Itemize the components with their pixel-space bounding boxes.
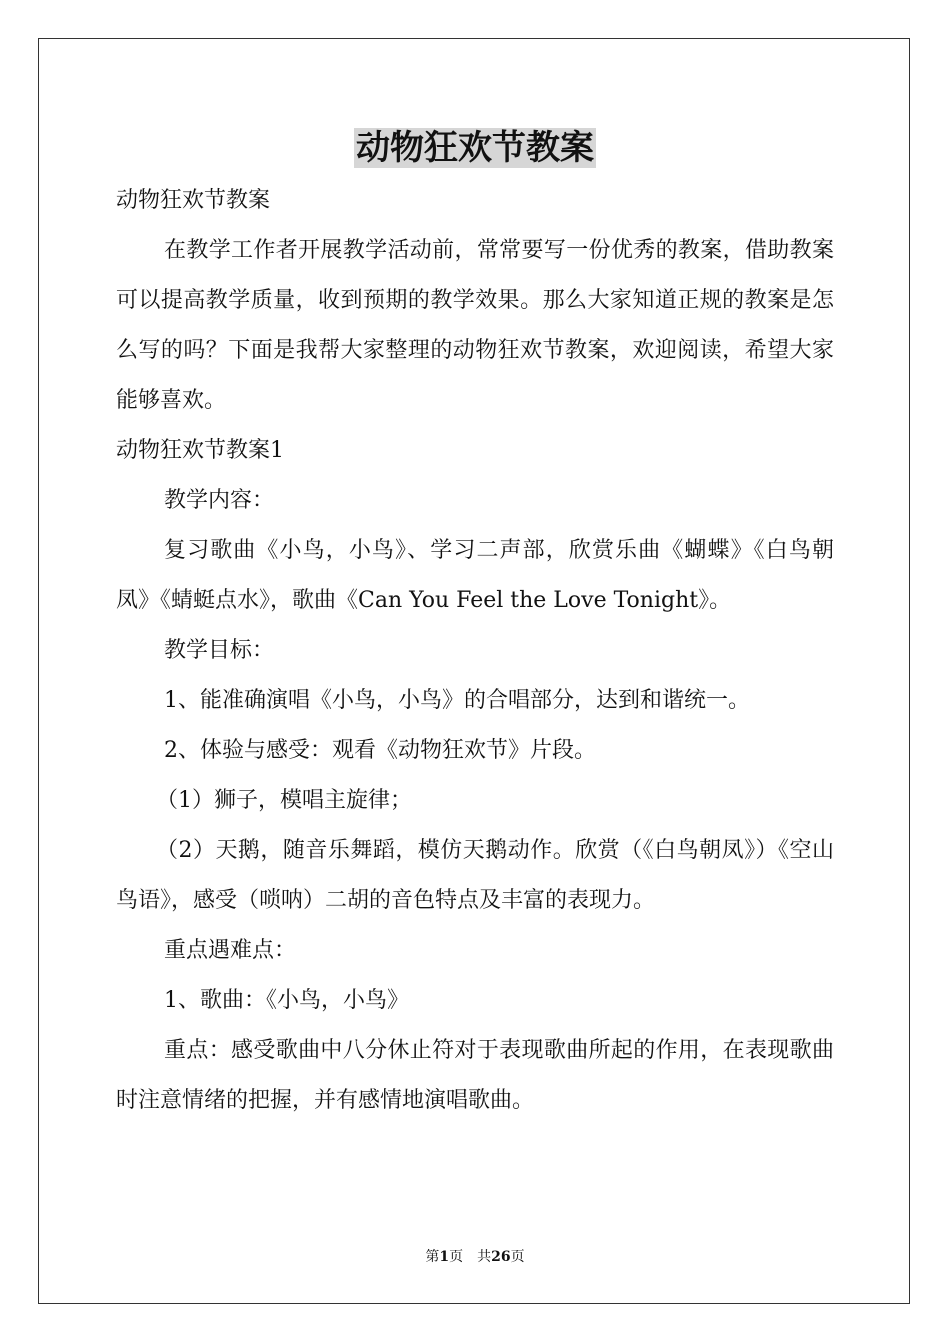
goal-item-2a: （1）狮子，模唱主旋律； (156, 788, 412, 813)
footer-suffix: 页 (510, 1249, 525, 1265)
document-body (116, 176, 834, 1126)
goal-item-2b: （2）天鹅，随音乐舞蹈，模仿天鹅动作。欣赏（《白鸟朝凤》）《空山鸟语》，感受（唢呐）二胡的音色特点及丰富的表现力。 (116, 838, 834, 913)
section-heading: 动物狂欢节教案1 (116, 438, 284, 463)
footer-prefix: 第 (425, 1249, 440, 1265)
goal-item-1: 1、能准确演唱《小鸟，小鸟》的合唱部分，达到和谐统一。 (164, 688, 750, 713)
footer-page-number: 1 (439, 1249, 450, 1265)
key-point: 重点：感受歌曲中八分休止符对于表现歌曲所起的作用，在表现歌曲时注意情绪的把握，并有感情地演唱歌曲。 (116, 1038, 834, 1113)
content-text: 复习歌曲《小鸟，小鸟》、学习二声部，欣赏乐曲《蝴蝶》《白鸟朝凤》《蜻蜓点水》，歌曲《Can You Feel the Love Tonight》。 (116, 538, 834, 613)
footer-total-pages: 26 (491, 1249, 511, 1265)
document-title (0, 126, 950, 170)
content-label: 教学内容： (164, 488, 275, 513)
key-label: 重点遇难点： (164, 938, 297, 963)
page-footer (0, 1247, 950, 1267)
goal-label: 教学目标： (164, 638, 275, 663)
subtitle: 动物狂欢节教案 (116, 188, 271, 213)
document-title-text: 动物狂欢节教案 (356, 128, 594, 168)
footer-mid: 页 共 (449, 1249, 492, 1265)
key-item-1: 1、歌曲：《小鸟，小鸟》 (164, 988, 409, 1013)
goal-item-2: 2、体验与感受：观看《动物狂欢节》片段。 (164, 738, 596, 763)
intro-paragraph: 在教学工作者开展教学活动前，常常要写一份优秀的教案，借助教案可以提高教学质量，收到预期的教学效果。那么大家知道正规的教案是怎么写的吗？下面是我帮大家整理的动物狂欢节教案，欢迎阅读，希望大家能够喜欢。 (116, 238, 834, 413)
